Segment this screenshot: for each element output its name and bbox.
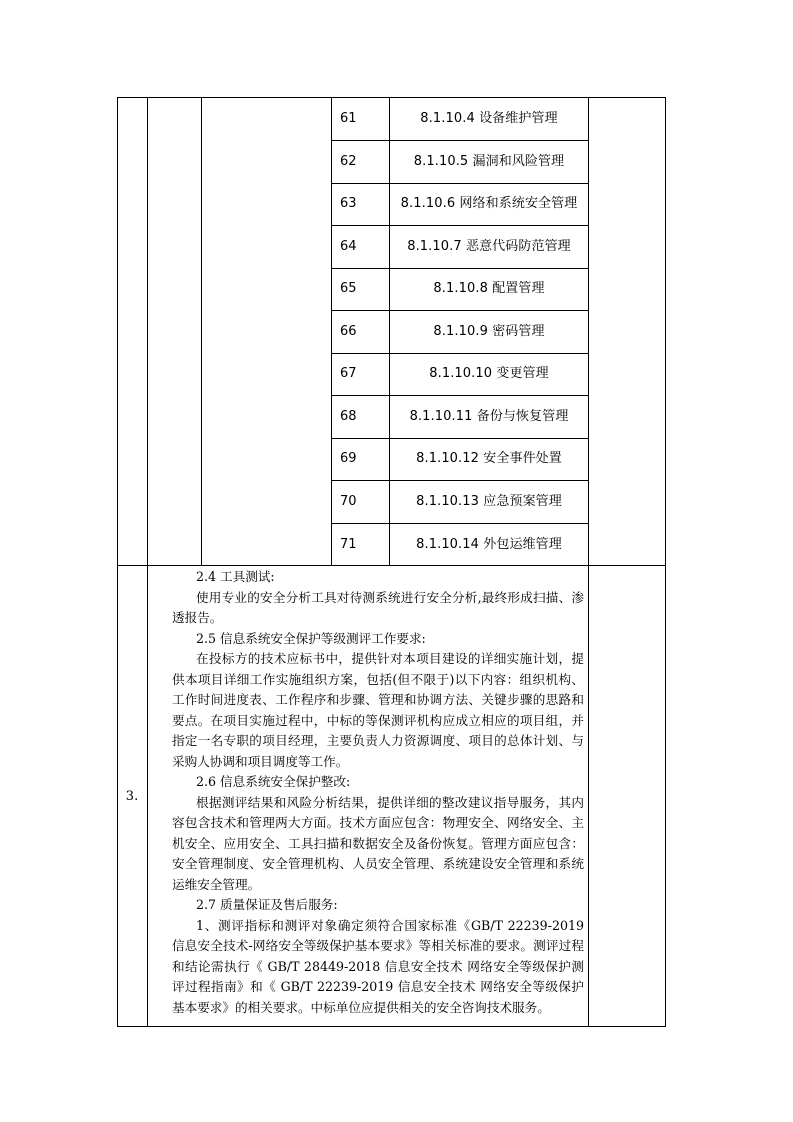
clause-item: 8.1.10.10 变更管理 bbox=[429, 366, 549, 381]
clause-item: 8.1.10.14 外包运维管理 bbox=[416, 537, 562, 552]
row-number: 62 bbox=[340, 154, 357, 169]
paragraph-quality-assurance: 1、测评指标和测评对象确定须符合国家标准《GB/T 22239-2019 信息安全技术-网络安全等级保护基本要求》等相关标准的要求。测评过程和结论需执行《 GB/T 28449-2018 信息安全技术 网络安全等级保护测评过程指南》和《 GB/T 22239-2019 信息安全技术 网络安全等级保护基本要求》的相关要求。中标单位应提供相关的安全咨询技术服务。 bbox=[172, 917, 584, 1015]
column-line bbox=[331, 97, 332, 566]
row-line bbox=[331, 183, 589, 184]
paragraph-rectification: 根据测评结果和风险分析结果，提供详细的整改建议指导服务，其内容包含技术和管理两大方面。技术方面应包含：物理安全、网络安全、主机安全、应用安全、工具扫描和数据安全及备份恢复。管理方面应包含：安全管理制度、安全管理机构、人员安全管理、系统建设安全管理和系统运维安全管理。 bbox=[172, 794, 584, 892]
row-line bbox=[331, 225, 589, 226]
clause-item: 8.1.10.12 安全事件处置 bbox=[416, 451, 562, 466]
row-number: 70 bbox=[340, 494, 357, 509]
table-left-border bbox=[117, 97, 118, 1027]
clause-item: 8.1.10.5 漏洞和风险管理 bbox=[413, 154, 565, 169]
table-top-border bbox=[117, 97, 666, 98]
table-bottom-border bbox=[117, 1026, 666, 1027]
heading-rectification: 2.6 信息系统安全保护整改: bbox=[196, 774, 351, 789]
clause-item: 8.1.10.4 设备维护管理 bbox=[420, 111, 558, 126]
clause-item: 8.1.10.9 密码管理 bbox=[433, 324, 545, 339]
row-line bbox=[331, 310, 589, 311]
row-number: 67 bbox=[340, 366, 357, 381]
row-number: 65 bbox=[340, 281, 357, 296]
row-number: 64 bbox=[340, 239, 357, 254]
row-line bbox=[331, 395, 589, 396]
row-number: 63 bbox=[340, 196, 357, 211]
row-number: 61 bbox=[340, 111, 357, 126]
row-line bbox=[331, 140, 589, 141]
row-line bbox=[331, 480, 589, 481]
column-line bbox=[201, 97, 202, 566]
row-line bbox=[331, 438, 589, 439]
paragraph-tool-test: 使用专业的安全分析工具对待测系统进行安全分析,最终形成扫描、渗透报告。 bbox=[172, 589, 584, 625]
requirements-text bbox=[172, 567, 584, 1018]
row-line bbox=[331, 523, 589, 524]
row-number: 71 bbox=[340, 537, 357, 552]
heading-quality-assurance: 2.7 质量保证及售后服务: bbox=[196, 897, 338, 912]
column-line bbox=[588, 97, 589, 1027]
clause-item: 8.1.10.11 备份与恢复管理 bbox=[409, 409, 569, 424]
row-number: 68 bbox=[340, 409, 357, 424]
paragraph-evaluation-requirements: 在投标方的技术应标书中，提供针对本项目建设的详细实施计划，提供本项目详细工作实施组织方案，包括(但不限于)以下内容：组织机构、工作时间进度表、工作程序和步骤、管理和协调方法、关键步骤的思路和要点。在项目实施过程中，中标的等保测评机构应成立相应的项目组，并指定一名专职的项目经理，主要负责人力资源调度、项目的总体计划、与采购人协调和项目调度等工作。 bbox=[172, 651, 584, 769]
table-divider bbox=[117, 565, 666, 566]
column-line bbox=[147, 97, 148, 1027]
row-line bbox=[331, 353, 589, 354]
clause-item: 8.1.10.7 恶意代码防范管理 bbox=[407, 239, 571, 254]
table-right-border bbox=[665, 97, 666, 1027]
heading-evaluation-requirements: 2.5 信息系统安全保护等级测评工作要求: bbox=[196, 630, 426, 646]
clause-item: 8.1.10.8 配置管理 bbox=[433, 281, 545, 296]
row-number: 69 bbox=[340, 451, 357, 466]
row-line bbox=[331, 268, 589, 269]
clause-item: 8.1.10.13 应急预案管理 bbox=[416, 494, 562, 509]
section-number: 3. bbox=[125, 789, 139, 804]
clause-item: 8.1.10.6 网络和系统安全管理 bbox=[400, 196, 578, 211]
heading-tool-test: 2.4 工具测试: bbox=[196, 569, 275, 584]
row-number: 66 bbox=[340, 324, 357, 339]
